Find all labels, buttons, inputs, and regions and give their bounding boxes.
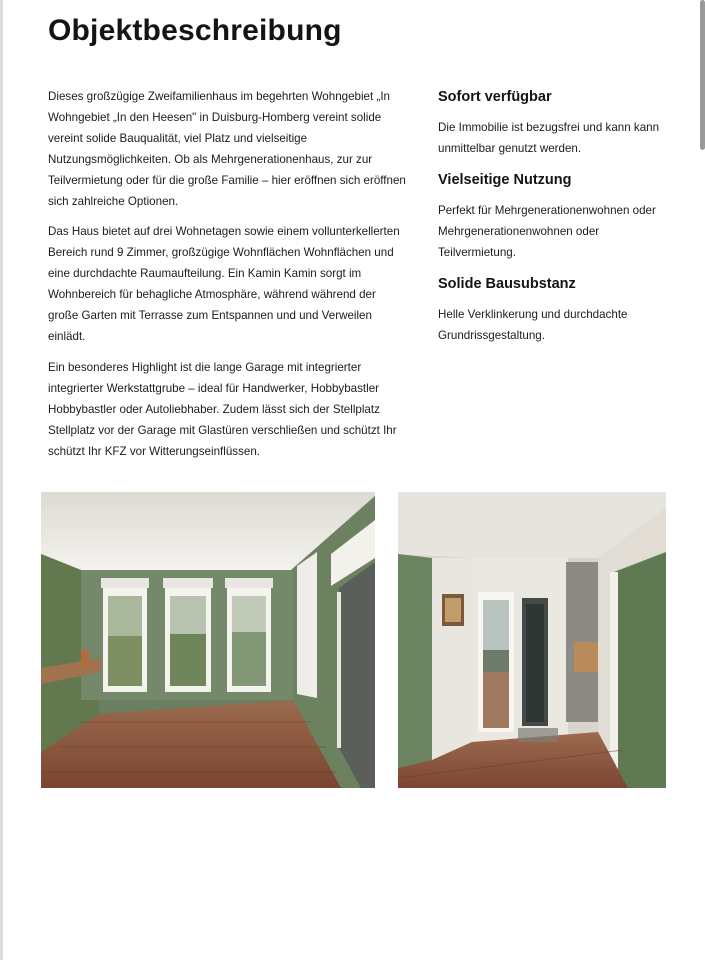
living-room-photo [41, 492, 375, 788]
feature-heading-structure: Solide Bausubstanz [438, 276, 576, 292]
page-title: Objektbeschreibung [48, 14, 342, 47]
feature-heading-usage: Vielseitige Nutzung [438, 172, 572, 188]
feature-heading-availability: Sofort verfügbar [438, 89, 552, 105]
feature-text-structure: Helle Verklinkerung und durchdachte Grundrissgestaltung. [438, 308, 628, 342]
feature-text-availability: Die Immobilie ist bezugsfrei und kann kann unmittelbar genutzt werden. [438, 121, 660, 155]
page-edge [0, 0, 3, 960]
scrollbar[interactable] [700, 0, 705, 150]
hallway-photo [398, 492, 666, 788]
description-paragraph-3: Ein besonderes Highlight ist die lange Garage mit integrierter integrierter Werkstattgrube – ideal für Handwerker, Hobbybastler Hobbybastler oder Autoliebhaber. Zudem lässt sich der Stellplatz Stellplatz vor der Garage mit Glastüren verschließen und schützt Ihr schützt Ihr KFZ vor Witterungseinflüssen. [48, 360, 397, 458]
description-paragraph-1: Dieses großzügige Zweifamilienhaus im begehrten Wohngebiet „In Wohngebiet „In den Heesen" in Duisburg-Homberg vereint solide vereint solide Bauqualität, viel Platz und vielseitige Nutzungsmöglichkeiten. Ob als Mehrgenerationenhaus, zur zur Teilvermietung oder für die große Familie – hier eröffnen sich eröffnen sich zahlreiche Optionen. [48, 90, 406, 208]
description-paragraph-2: Das Haus bietet auf drei Wohnetagen sowie einem vollunterkellerten Bereich rund 9 Zimmer, großzügige Wohnflächen Wohnflächen und eine durchdachte Raumaufteilung. Ein Kamin Kamin sorgt im Wohnbereich für behagliche Atmosphäre, während während der große Garten mit Terrasse zum Entspannen und und Verweilen einlädt. [48, 225, 400, 343]
features-column [438, 86, 678, 356]
feature-text-usage: Perfekt für Mehrgenerationenwohnen oder Mehrgenerationenwohnen oder Teilvermietung. [438, 204, 656, 259]
description-column [48, 87, 408, 472]
